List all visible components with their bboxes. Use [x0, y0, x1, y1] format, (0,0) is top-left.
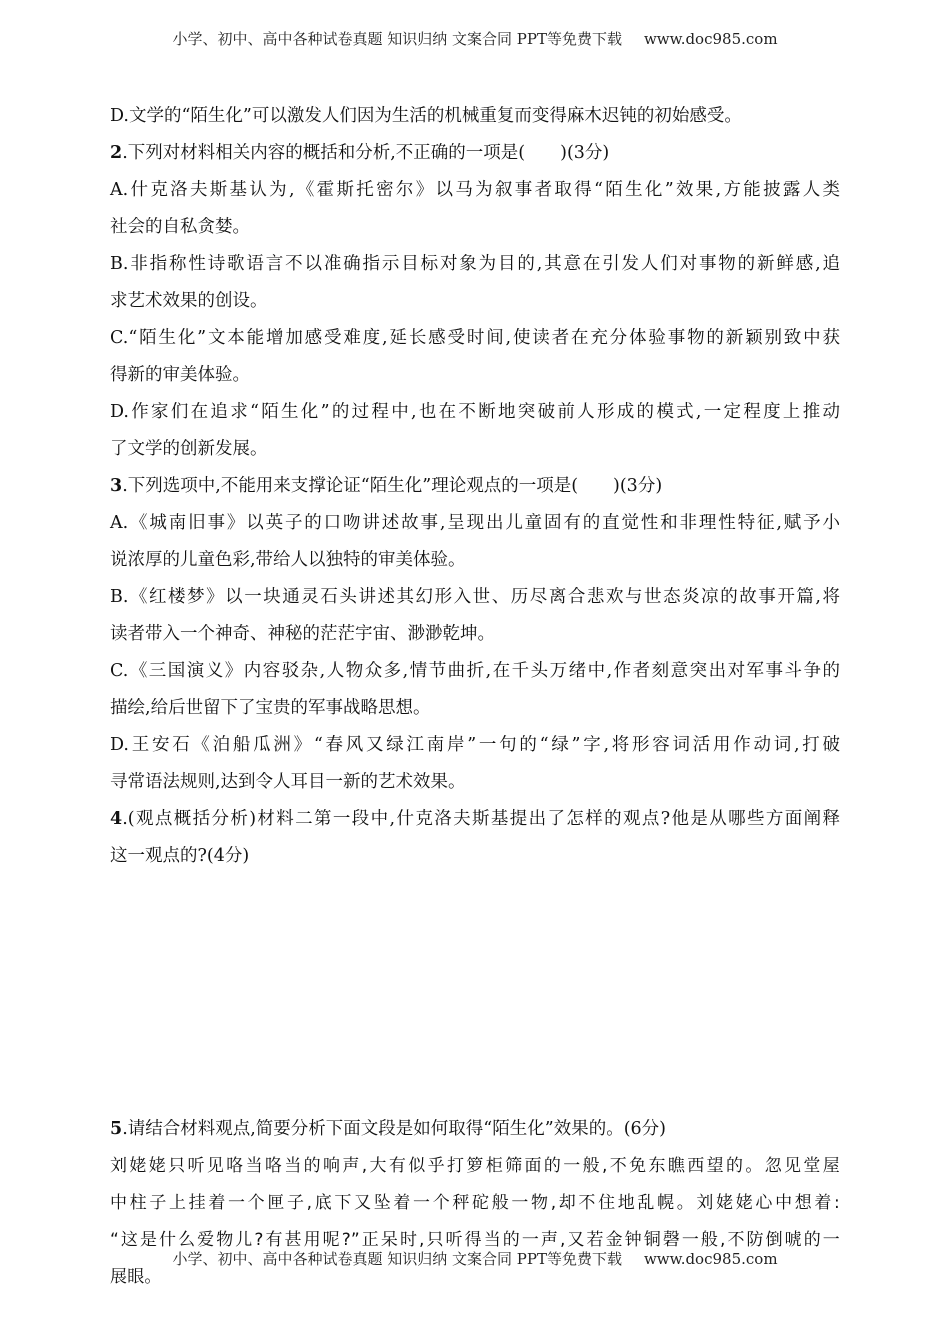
q3-number: 3 — [110, 476, 123, 496]
footer-site-link[interactable]: www.doc985.com — [643, 1250, 778, 1268]
q4-number: 4 — [110, 809, 123, 829]
q5-stem-text: .请结合材料观点,简要分析下面文段是如何取得“陌生化”效果的。(6分) — [122, 1119, 666, 1139]
q4-stem-line2: 这一观点的?(4分) — [110, 846, 250, 866]
q2-option-d-line1: D.作家们在追求“陌生化”的过程中,也在不断地突破前人形成的模式,一定程度上推动 — [110, 402, 840, 422]
q2-stem-text: .下列对材料相关内容的概括和分析,不正确的一项是( )(3分) — [122, 143, 610, 163]
q2-option-a-line2: 社会的自私贪婪。 — [110, 217, 250, 237]
q5-passage-line1: 刘姥姥只听见咯当咯当的响声,大有似乎打箩柜筛面的一般,不免东瞧西望的。忽见堂屋 — [110, 1156, 840, 1176]
q4-answer-space[interactable] — [110, 875, 840, 1111]
q2-option-b-line2: 求艺术效果的创设。 — [110, 291, 268, 311]
header-site-link[interactable]: www.doc985.com — [643, 30, 778, 48]
q2-number: 2 — [110, 143, 123, 163]
q4-stem-line1 — [110, 801, 840, 838]
q5-stem — [110, 1111, 840, 1148]
q3-option-a-line2: 说浓厚的儿童色彩,带给人以独特的审美体验。 — [110, 550, 466, 570]
q2-option-d-line2: 了文学的创新发展。 — [110, 439, 268, 459]
q2-option-a-line1: A.什克洛夫斯基认为,《霍斯托密尔》以马为叙事者取得“陌生化”效果,方能披露人类 — [110, 180, 840, 200]
q2-stem — [110, 135, 840, 172]
q3-option-d-line1: D.王安石《泊船瓜洲》“春风又绿江南岸”一句的“绿”字,将形容词活用作动词,打破 — [110, 735, 840, 755]
q3-option-a-line1: A.《城南旧事》以英子的口吻讲述故事,呈现出儿童固有的直觉性和非理性特征,赋予小 — [110, 513, 840, 533]
q5-passage-line4: 展眼。 — [110, 1267, 162, 1287]
q5-number: 5 — [110, 1119, 123, 1139]
q2-option-b-line1: B.非指称性诗歌语言不以准确指示目标对象为目的,其意在引发人们对事物的新鲜感,追 — [110, 254, 840, 274]
header-text: 小学、初中、高中各种试卷真题 知识归纳 文案合同 PPT等免费下载 — [172, 30, 622, 48]
page-header — [0, 28, 950, 49]
q5-passage — [110, 1148, 840, 1296]
q3-option-b-line1: B.《红楼梦》以一块通灵石头讲述其幻形入世、历尽离合悲欢与世态炎凉的故事开篇,将 — [110, 587, 840, 607]
q3-option-b-line2: 读者带入一个神奇、神秘的茫茫宇宙、渺渺乾坤。 — [110, 624, 495, 644]
footer-text: 小学、初中、高中各种试卷真题 知识归纳 文案合同 PPT等免费下载 — [172, 1250, 622, 1268]
q4-stem-text: .(观点概括分析)材料二第一段中,什克洛夫斯基提出了怎样的观点?他是从哪些方面阐释 — [122, 809, 840, 829]
q3-stem-text: .下列选项中,不能用来支撑论证“陌生化”理论观点的一项是( )(3分) — [122, 476, 663, 496]
q3-option-c-line1: C.《三国演义》内容驳杂,人物众多,情节曲折,在千头万绪中,作者刻意突出对军事斗争的 — [110, 661, 840, 681]
q2-option-c-line2: 得新的审美体验。 — [110, 365, 250, 385]
page-footer — [0, 1248, 950, 1269]
document-body — [110, 98, 840, 1296]
q1-option-d: D.文学的“陌生化”可以激发人们因为生活的机械重复而变得麻木迟钝的初始感受。 — [110, 106, 742, 126]
q3-stem — [110, 468, 840, 505]
q2-option-c-line1: C.“陌生化”文本能增加感受难度,延长感受时间,使读者在充分体验事物的新颖别致中获 — [110, 328, 840, 348]
q3-option-c-line2: 描绘,给后世留下了宝贵的军事战略思想。 — [110, 698, 431, 718]
q3-option-d-line2: 寻常语法规则,达到令人耳目一新的艺术效果。 — [110, 772, 466, 792]
q5-passage-line2: 中柱子上挂着一个匣子,底下又坠着一个秤砣般一物,却不住地乱幌。刘姥姥心中想着: — [110, 1193, 840, 1213]
q5-passage-line3: “这是什么爱物儿?有甚用呢?”正呆时,只听得当的一声,又若金钟铜磬一般,不防倒唬的一 — [110, 1230, 840, 1250]
